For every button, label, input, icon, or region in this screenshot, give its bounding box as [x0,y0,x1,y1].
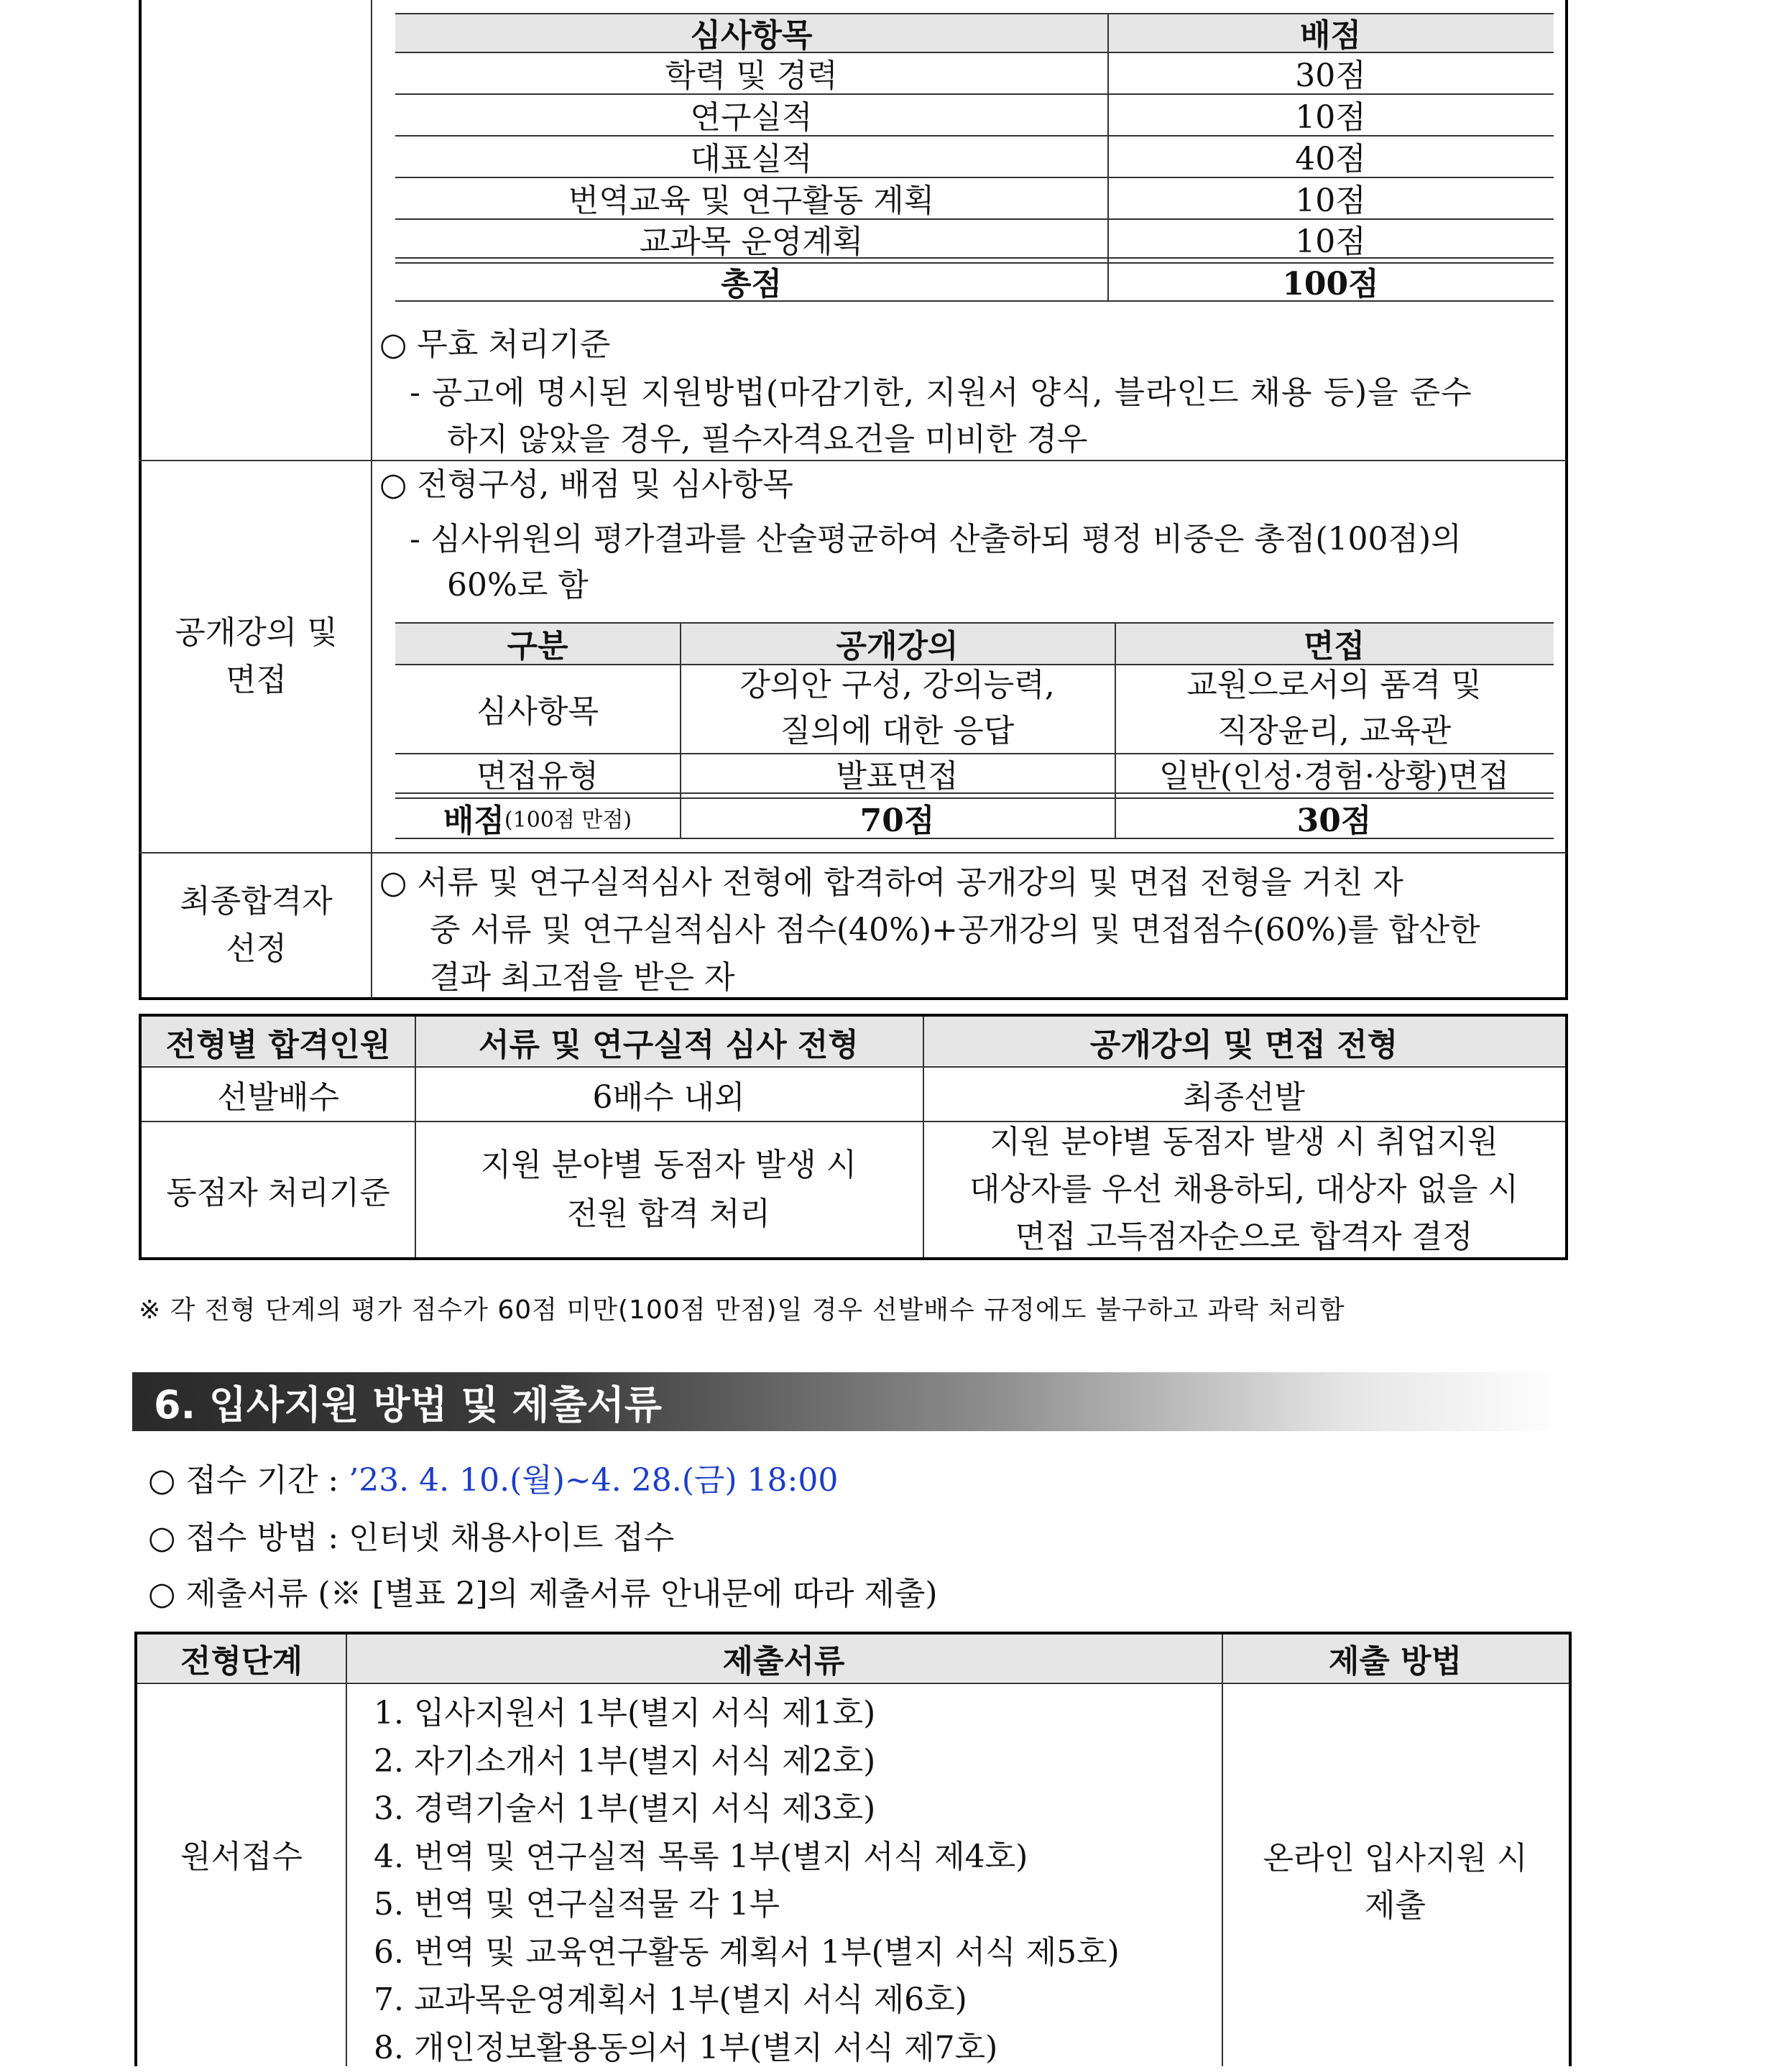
pass-header-lecture: 공개강의 및 면접 전형 [923,1017,1565,1066]
score-row-item: 학력 및 경력 [395,52,1107,93]
tie-docs-line: 전원 합격 처리 [567,1190,770,1239]
table-border [137,1683,1569,1684]
points-label-main: 배점 [443,795,504,841]
score-row-points: 10점 [1107,93,1554,135]
final-line: 결과 최고점을 받은 자 [430,953,1508,996]
final-line: 중 서류 및 연구실적심사 점수(40%)+공개강의 및 면접점수(60%)를 합산한 [430,905,1564,948]
table-border [371,0,372,999]
score-row-points: 10점 [1107,177,1554,218]
interview-criteria-cell [1115,664,1554,753]
final-label [142,854,371,997]
interview-points-cell: 30점 [1115,797,1554,838]
section-title: 6. 입사지원 방법 및 제출서류 [154,1372,1016,1431]
lecture-row-label: 면접유형 [395,753,680,793]
lecture-label-line2: 면접 [226,657,287,704]
docs-header-stage: 전형단계 [137,1634,346,1682]
invalid-criteria-line: 하지 않았을 경우, 필수자격요건을 미비한 경우 [447,415,1554,458]
period-value: ’23. 4. 10.(월)~4. 28.(금) 18:00 [349,1454,838,1500]
table-border [395,300,1554,302]
tie-lecture-cell [923,1122,1565,1257]
pass-docs-cell: 6배수 내외 [415,1068,923,1121]
final-line: ○ 서류 및 연구실적심사 전형에 합격하여 공개강의 및 면접 전형을 거친 자 [379,858,1564,901]
docs-list [374,1690,1214,2072]
tie-lecture-line: 대상자를 우선 채용하되, 대상자 없을 시 [969,1166,1518,1213]
table-border [139,997,1568,1000]
list-item: 5. 번역 및 연구실적물 각 1부 [374,1881,1214,1929]
lecture-line: 60%로 함 [447,560,1525,603]
docs-row: ○ 제출서류 (※ [별표 2]의 제출서류 안내문에 따라 제출) [148,1569,1513,1612]
lecture-line: - 심사위원의 평가결과를 산술평균하여 산출하되 평정 비중은 총점(100점)의 [410,514,1565,558]
score-row-points: 30점 [1107,52,1554,93]
table-border [346,1634,347,2066]
list-item: 2. 자기소개서 1부(별지 서식 제2호) [374,1738,1214,1786]
tie-lecture-line: 면접 고득점자순으로 합격자 결정 [1015,1213,1472,1261]
lecture-header-lecture: 공개강의 [680,622,1115,664]
invalid-criteria-line: - 공고에 명시된 지원방법(마감기한, 지원서 양식, 블라인드 채용 등)을 준수 [410,368,1565,411]
pass-header-docs: 서류 및 연구실적 심사 전형 [415,1017,923,1066]
period-row [148,1456,1513,1499]
list-item: 6. 번역 및 교육연구활동 계획서 1부(별지 서식 제5호) [374,1929,1214,1977]
score-header-item: 심사항목 [395,13,1107,52]
docs-method-cell [1222,1832,1569,1933]
table-border [1569,1632,1572,2066]
lecture-criteria-line: 강의안 구성, 강의능력, [739,662,1054,708]
pass-lecture-cell: 최종선발 [923,1068,1565,1121]
docs-stage-cell: 원서접수 [137,1684,346,2066]
lecture-row-label: 심사항목 [395,664,680,753]
period-label: ○ 접수 기간 : [148,1454,338,1500]
list-item: 1. 입사지원서 1부(별지 서식 제1호) [374,1690,1214,1738]
lecture-title: ○ 전형구성, 배점 및 심사항목 [379,460,1558,503]
score-total-label: 총점 [395,262,1107,300]
docs-header-method: 제출 방법 [1222,1634,1569,1682]
interview-criteria-line: 직장윤리, 교육관 [1217,708,1452,754]
score-header-points: 배점 [1107,13,1554,52]
score-row-item: 대표실적 [395,135,1107,177]
cutoff-note: ※ 각 전형 단계의 평가 점수가 60점 미만(100점 만점)일 경우 선발배수 규정에도 불구하고 과락 처리함 [139,1286,1569,1329]
score-row-item: 번역교육 및 연구활동 계획 [395,177,1107,218]
score-row-points: 10점 [1107,218,1554,259]
pass-row-label: 동점자 처리기준 [142,1122,415,1257]
lecture-points-cell: 70점 [680,797,1115,838]
table-border [395,838,1554,839]
final-label-line2: 선정 [226,925,287,973]
lecture-header-interview: 면접 [1115,622,1554,664]
list-item: 4. 번역 및 연구실적 목록 1부(별지 서식 제4호) [374,1833,1214,1882]
table-border [1565,0,1568,1000]
score-row-item: 교과목 운영계획 [395,218,1107,259]
interview-criteria-line: 교원으로서의 품격 및 [1186,662,1482,708]
method-row: ○ 접수 방법 : 인터넷 채용사이트 접수 [148,1513,1513,1556]
points-label-sub: (100점 만점) [504,802,632,833]
score-row-points: 40점 [1107,135,1554,177]
tie-docs-cell [415,1122,923,1257]
score-total-points: 100점 [1107,262,1554,300]
lecture-points-label [395,797,680,838]
list-item: 8. 개인정보활용동의서 1부(별지 서식 제7호) [374,2025,1214,2072]
lecture-criteria-cell [680,664,1115,753]
lecture-type-cell: 발표면접 [680,753,1115,793]
invalid-criteria-title: ○ 무효 처리기준 [379,320,1558,363]
pass-header-stage: 전형별 합격인원 [142,1017,415,1066]
lecture-header-category: 구분 [395,622,680,664]
lecture-criteria-line: 질의에 대한 응답 [780,708,1015,754]
list-item: 3. 경력기술서 1부(별지 서식 제3호) [374,1785,1214,1833]
lecture-label-line1: 공개강의 및 [175,609,338,657]
list-item: 7. 교과목운영계획서 1부(별지 서식 제6호) [374,1976,1214,2025]
docs-header-documents: 제출서류 [346,1634,1222,1682]
docs-method-line: 제출 [1365,1882,1426,1930]
score-row-item: 연구실적 [395,93,1107,135]
final-label-line1: 최종합격자 [180,878,333,925]
interview-type-cell: 일반(인성·경험·상황)면접 [1115,753,1554,793]
pass-row-label: 선발배수 [142,1068,415,1121]
docs-method-line: 온라인 입사지원 시 [1263,1835,1527,1882]
tie-docs-line: 지원 분야별 동점자 발생 시 [481,1141,857,1190]
tie-lecture-line: 지원 분야별 동점자 발생 시 취업지원 [990,1119,1498,1166]
lecture-label [142,461,371,852]
